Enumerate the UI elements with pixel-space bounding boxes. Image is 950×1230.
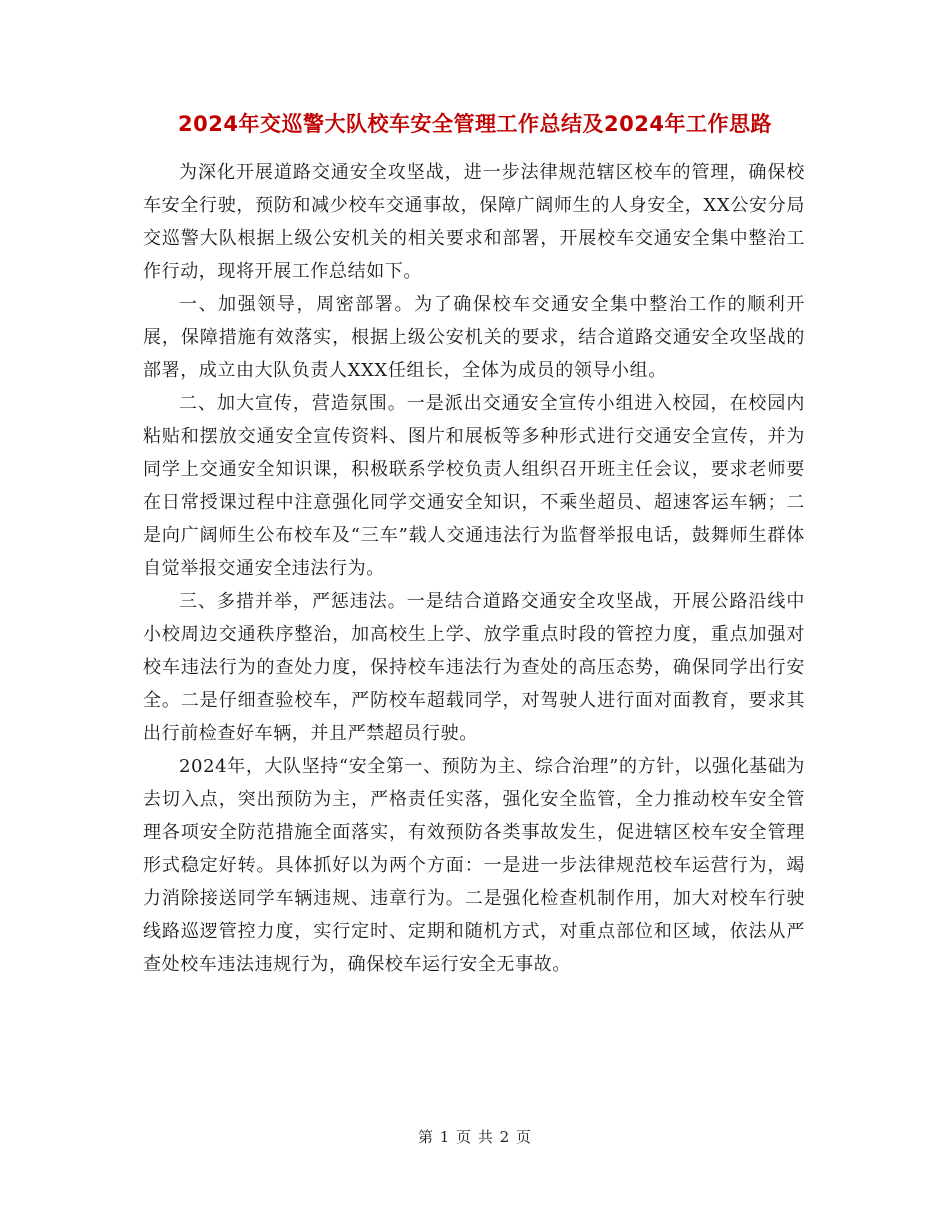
paragraph-section-1: 一、加强领导，周密部署。为了确保校车交通安全集中整治工作的顺利开展，保障措施有效落实，根据上级公安机关的要求，结合道路交通安全攻坚战的部署，成立由大队负责人XXX任组长，全体为成员的领导小组。 — [143, 294, 805, 381]
paragraph-section-2: 二、加大宣传，营造氛围。一是派出交通安全宣传小组进入校园，在校园内粘贴和摆放交通安全宣传资料、图片和展板等多种形式进行交通安全宣传，并为同学上交通安全知识课，积极联系学校负责人组织召开班主任会议，要求老师要在日常授课过程中注意强化同学交通安全知识，不乘坐超员、超速客运车辆；二是向广阔师生公布校车及“三车”载人交通违法行为监督举报电话，鼓舞师生群体自觉举报交通安全违法行为。 — [143, 393, 805, 579]
document-body — [143, 156, 805, 981]
paragraph-intro: 为深化开展道路交通安全攻坚战，进一步法律规范辖区校车的管理，确保校车安全行驶，预防和减少校车交通事故，保障广阔师生的人身安全，XX公安分局交巡警大队根据上级公安机关的相关要求和部署，开展校车交通安全集中整治工作行动，现将开展工作总结如下。 — [143, 162, 805, 282]
page-number-footer: 第 1 页 共 2 页 — [418, 1128, 532, 1146]
paragraph-plan-2024: 2024年，大队坚持“安全第一、预防为主、综合治理”的方针，以强化基础为去切入点，突出预防为主，严格责任实落，强化安全监管，全力推动校车安全管理各项安全防范措施全面落实，有效预防各类事故发生，促进辖区校车安全管理形式稳定好转。具体抓好以为两个方面：一是进一步法律规范校车运营行为，竭力消除接送同学车辆违规、违章行为。二是强化检查机制作用，加大对校车行驶线路巡逻管控力度，实行定时、定期和随机方式，对重点部位和区域，依法从严查处校车违法违规行为，确保校车运行安全无事故。 — [143, 756, 805, 975]
document-title: 2024年交巡警大队校车安全管理工作总结及2024年工作思路 — [178, 112, 772, 136]
paragraph-section-3: 三、多措并举，严惩违法。一是结合道路交通安全攻坚战，开展公路沿线中小校周边交通秩序整治，加高校生上学、放学重点时段的管控力度，重点加强对校车违法行为的查处力度，保持校车违法行为查处的高压态势，确保同学出行安全。二是仔细查验校车，严防校车超载同学，对驾驶人进行面对面教育，要求其出行前检查好车辆，并且严禁超员行驶。 — [143, 591, 805, 744]
